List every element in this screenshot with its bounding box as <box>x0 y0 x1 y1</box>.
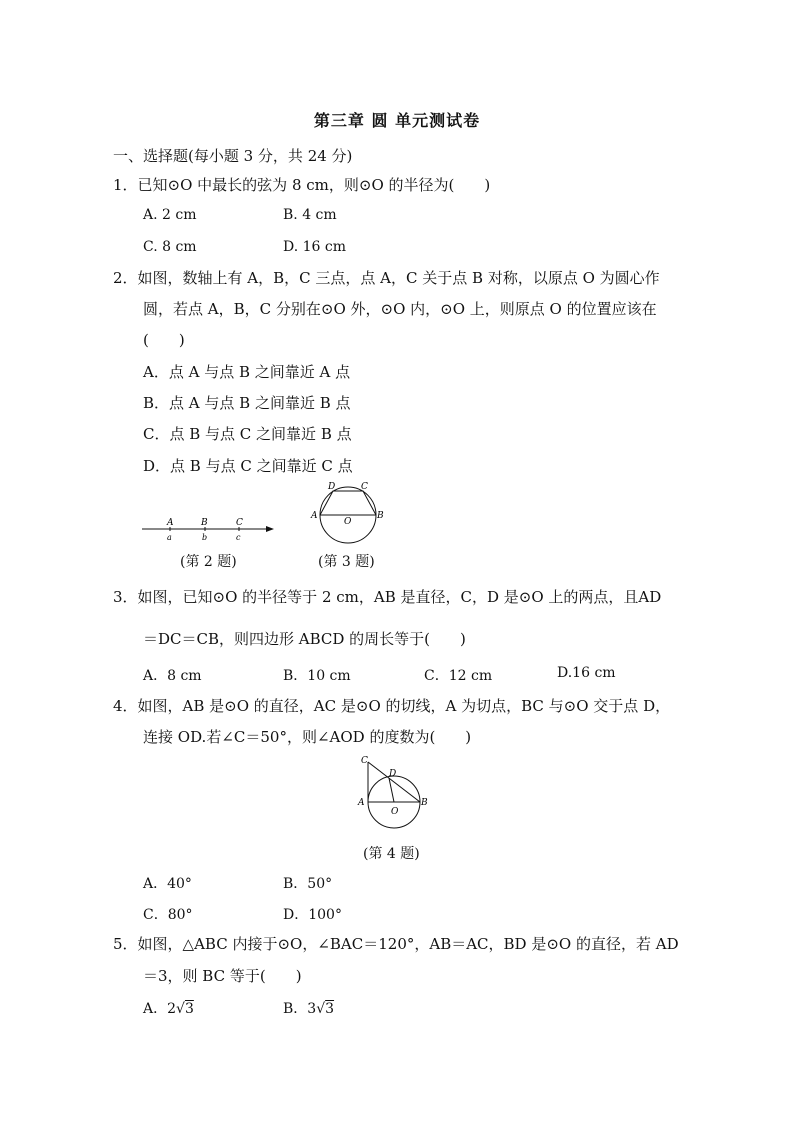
q3-stem-line1: 3．如图，已知⊙O 的半径等于 2 cm，AB 是直径，C，D 是⊙O 上的两点，且AD <box>113 588 662 606</box>
q5-stem-line2: ＝3，则 BC 等于( ) <box>143 967 302 985</box>
q2-option-a: A．点 A 与点 B 之间靠近 A 点 <box>143 363 351 381</box>
q2-stem-line2: 圆，若点 A，B，C 分别在⊙O 外，⊙O 内，⊙O 上，则原点 O 的位置应该在 <box>143 300 657 318</box>
label-D: D <box>328 482 336 492</box>
label-O: O <box>344 517 352 527</box>
point-label-c: c <box>236 533 241 542</box>
q4-option-c: C．80° <box>143 907 193 923</box>
point-label-C: C <box>236 518 243 528</box>
q4-stem-line1: 4．如图，AB 是⊙O 的直径，AC 是⊙O 的切线，A 为切点，BC 与⊙O 交于点 D， <box>113 697 671 715</box>
q3-option-b: B．10 cm <box>283 668 351 684</box>
arrow-head-icon <box>266 526 274 532</box>
figure-4-circle-tangent <box>354 754 438 830</box>
q5-option-a-label: A．2 <box>143 1001 177 1017</box>
q4-stem-line2: 连接 OD.若∠C＝50°，则∠AOD 的度数为( ) <box>143 728 472 746</box>
label-A: A <box>311 511 318 521</box>
segment-bc <box>368 762 420 802</box>
figure-2-number-line <box>140 512 280 544</box>
q3-option-a: A．8 cm <box>143 668 202 684</box>
q1-option-a: A. 2 cm <box>143 207 197 223</box>
point-label-A: A <box>167 518 174 528</box>
q5-option-a <box>143 998 194 1018</box>
point-label-B: B <box>201 518 208 528</box>
figure-2-caption: (第 2 题) <box>180 554 237 570</box>
q5-option-b-radicand: 3 <box>325 1001 335 1017</box>
q2-option-b: B．点 A 与点 B 之间靠近 B 点 <box>143 394 351 412</box>
figure-4-caption: (第 4 题) <box>363 846 420 862</box>
label-B: B <box>421 798 428 808</box>
q2-option-d: D．点 B 与点 C 之间靠近 C 点 <box>143 457 353 475</box>
section-heading: 一、选择题(每小题 3 分，共 24 分) <box>113 147 353 165</box>
q3-option-c: C．12 cm <box>424 668 493 684</box>
q3-stem-line2: ＝DC＝CB，则四边形 ABCD 的周长等于( ) <box>143 630 466 648</box>
sqrt-icon: √ <box>316 1001 326 1017</box>
point-label-a: a <box>167 533 172 542</box>
q2-option-c: C．点 B 与点 C 之间靠近 B 点 <box>143 425 352 443</box>
q3-option-d: D.16 cm <box>557 665 616 681</box>
q2-stem-line3: ( ) <box>143 331 185 349</box>
q5-option-a-radicand: 3 <box>184 1001 194 1017</box>
label-O: O <box>391 807 399 817</box>
page-title: 第三章 圆 单元测试卷 <box>313 111 481 130</box>
sqrt-icon: √ <box>176 1001 185 1017</box>
figure-3-circle <box>308 478 388 550</box>
point-label-b: b <box>202 533 208 542</box>
q1-option-c: C. 8 cm <box>143 239 197 255</box>
q5-stem-line1: 5．如图，△ABC 内接于⊙O，∠BAC＝120°，AB＝AC，BD 是⊙O 的直径，若 AD <box>113 935 679 953</box>
label-B: B <box>377 511 384 521</box>
label-A: A <box>358 798 365 808</box>
q4-option-d: D．100° <box>283 907 342 923</box>
label-D: D <box>389 769 397 779</box>
figure-3-caption: (第 3 题) <box>318 554 375 570</box>
label-C: C <box>361 756 368 766</box>
q4-option-b: B．50° <box>283 876 333 892</box>
label-C: C <box>361 482 368 492</box>
q1-stem: 1．已知⊙O 中最长的弦为 8 cm，则⊙O 的半径为( ) <box>113 176 491 194</box>
q1-option-b: B. 4 cm <box>283 207 337 223</box>
q1-option-d: D. 16 cm <box>283 239 347 255</box>
q4-option-a: A．40° <box>143 876 192 892</box>
q5-option-b-label: B．3 <box>283 1001 317 1017</box>
q5-option-b <box>283 998 334 1018</box>
q2-stem-line1: 2．如图，数轴上有 A，B，C 三点，点 A，C 关于点 B 对称，以原点 O 为圆心作 <box>113 269 660 287</box>
